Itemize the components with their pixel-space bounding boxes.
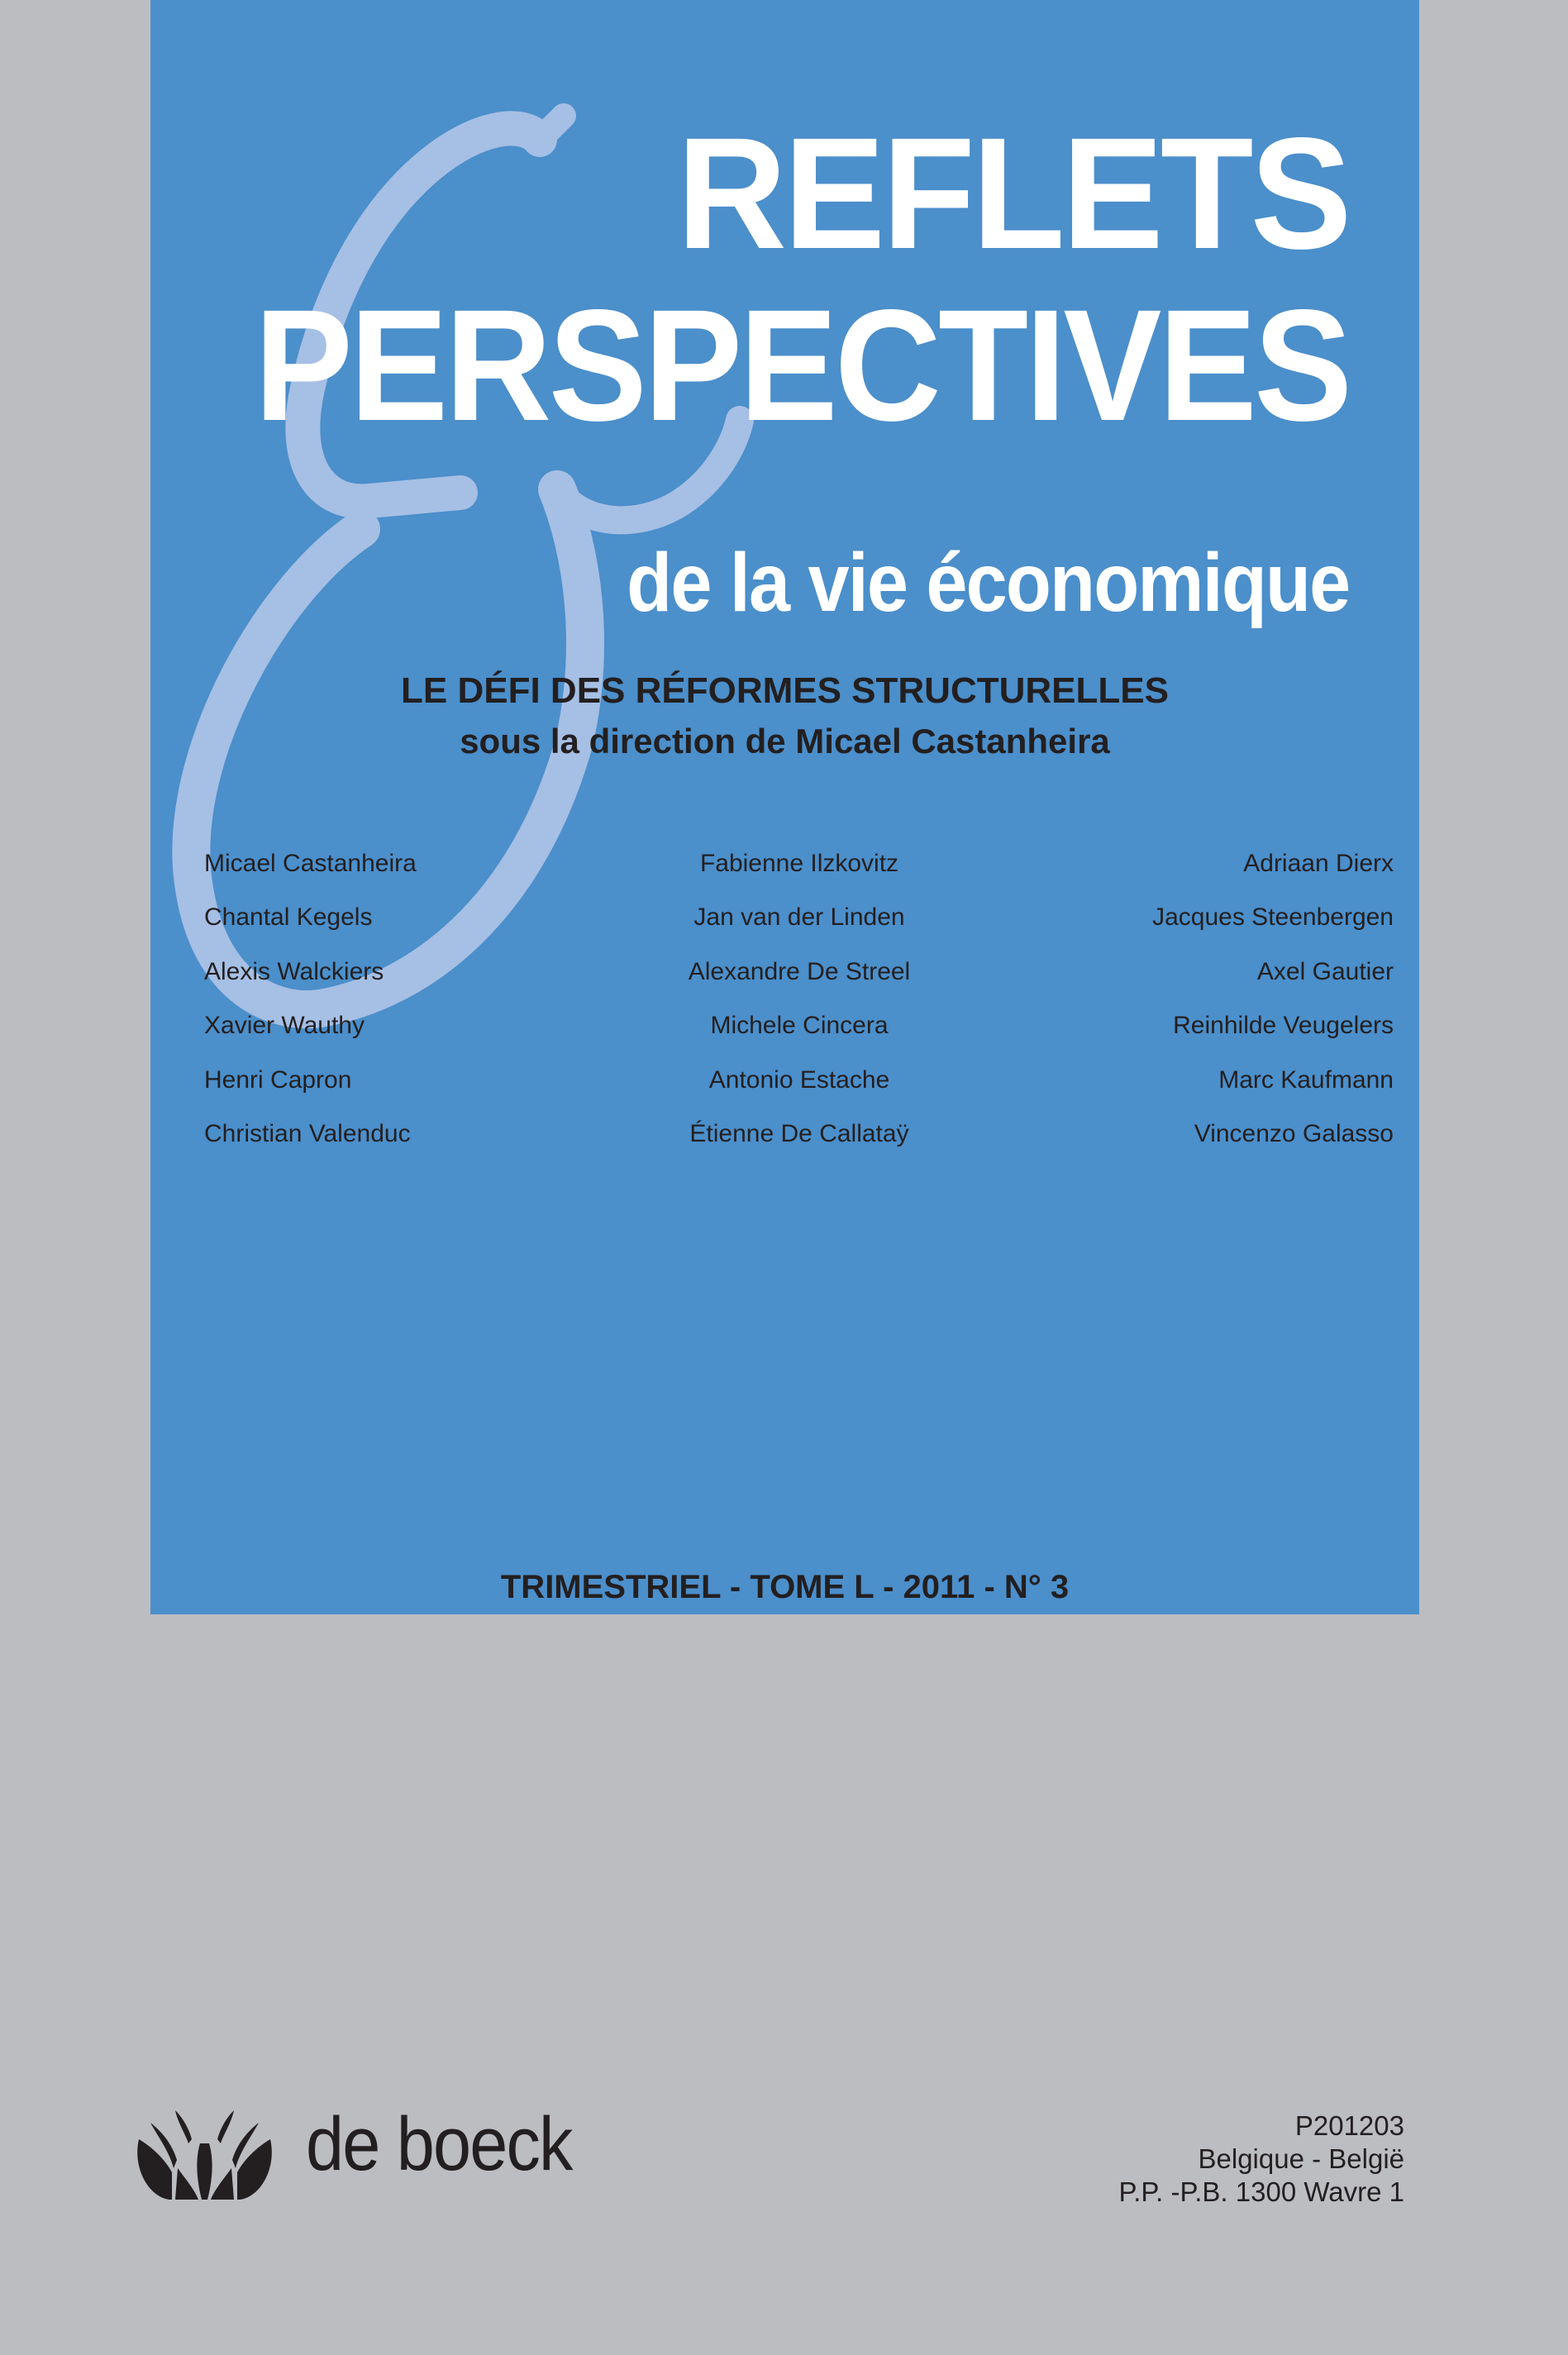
editor-line: sous la direction de Micael Castanheira	[460, 722, 1110, 760]
title-reflets: REFLETS	[677, 104, 1349, 282]
author: Xavier Wauthy	[204, 1012, 365, 1040]
authors-left-column	[204, 837, 417, 1161]
author: Reinhilde Veugelers	[1173, 1012, 1394, 1040]
authors-middle-column	[593, 837, 1006, 1161]
author: Henri Capron	[204, 1065, 352, 1094]
author: Adriaan Dierx	[1243, 850, 1394, 877]
author: Chantal Kegels	[204, 903, 373, 932]
author: Étienne De Callataÿ	[689, 1120, 909, 1148]
postal-office: P.P. -P.B. 1300 Wavre 1	[1118, 2176, 1404, 2207]
cover-panel	[150, 0, 1419, 1614]
author: Alexandre De Streel	[688, 957, 911, 985]
subtitle: de la vie économique	[626, 536, 1349, 629]
postal-country: Belgique - België	[1198, 2143, 1404, 2174]
de-boeck-leaf-logo-icon	[132, 2110, 277, 2201]
title-perspectives: PERSPECTIVES	[254, 276, 1349, 454]
author: Alexis Walckiers	[204, 957, 384, 985]
author: Fabienne Ilzkovitz	[699, 850, 899, 877]
issue-theme: LE DÉFI DES RÉFORMES STRUCTURELLES	[401, 670, 1169, 711]
author: Vincenzo Galasso	[1194, 1120, 1394, 1148]
author: Michele Cincera	[710, 1012, 889, 1040]
author: Christian Valenduc	[204, 1120, 411, 1148]
issue-info: TRIMESTRIEL - TOME L - 2011 - N° 3	[500, 1569, 1070, 1605]
authors-right-column	[1152, 837, 1394, 1161]
publisher-name: de boeck	[306, 2102, 572, 2186]
author: Antonio Estache	[708, 1065, 890, 1094]
author: Axel Gautier	[1256, 957, 1394, 985]
author: Micael Castanheira	[204, 850, 417, 877]
postal-code: P201203	[1294, 2110, 1404, 2141]
author: Marc Kaufmann	[1218, 1065, 1394, 1094]
postal-info	[1118, 2109, 1404, 2209]
author: Jan van der Linden	[693, 903, 905, 932]
author: Jacques Steenbergen	[1152, 903, 1394, 932]
